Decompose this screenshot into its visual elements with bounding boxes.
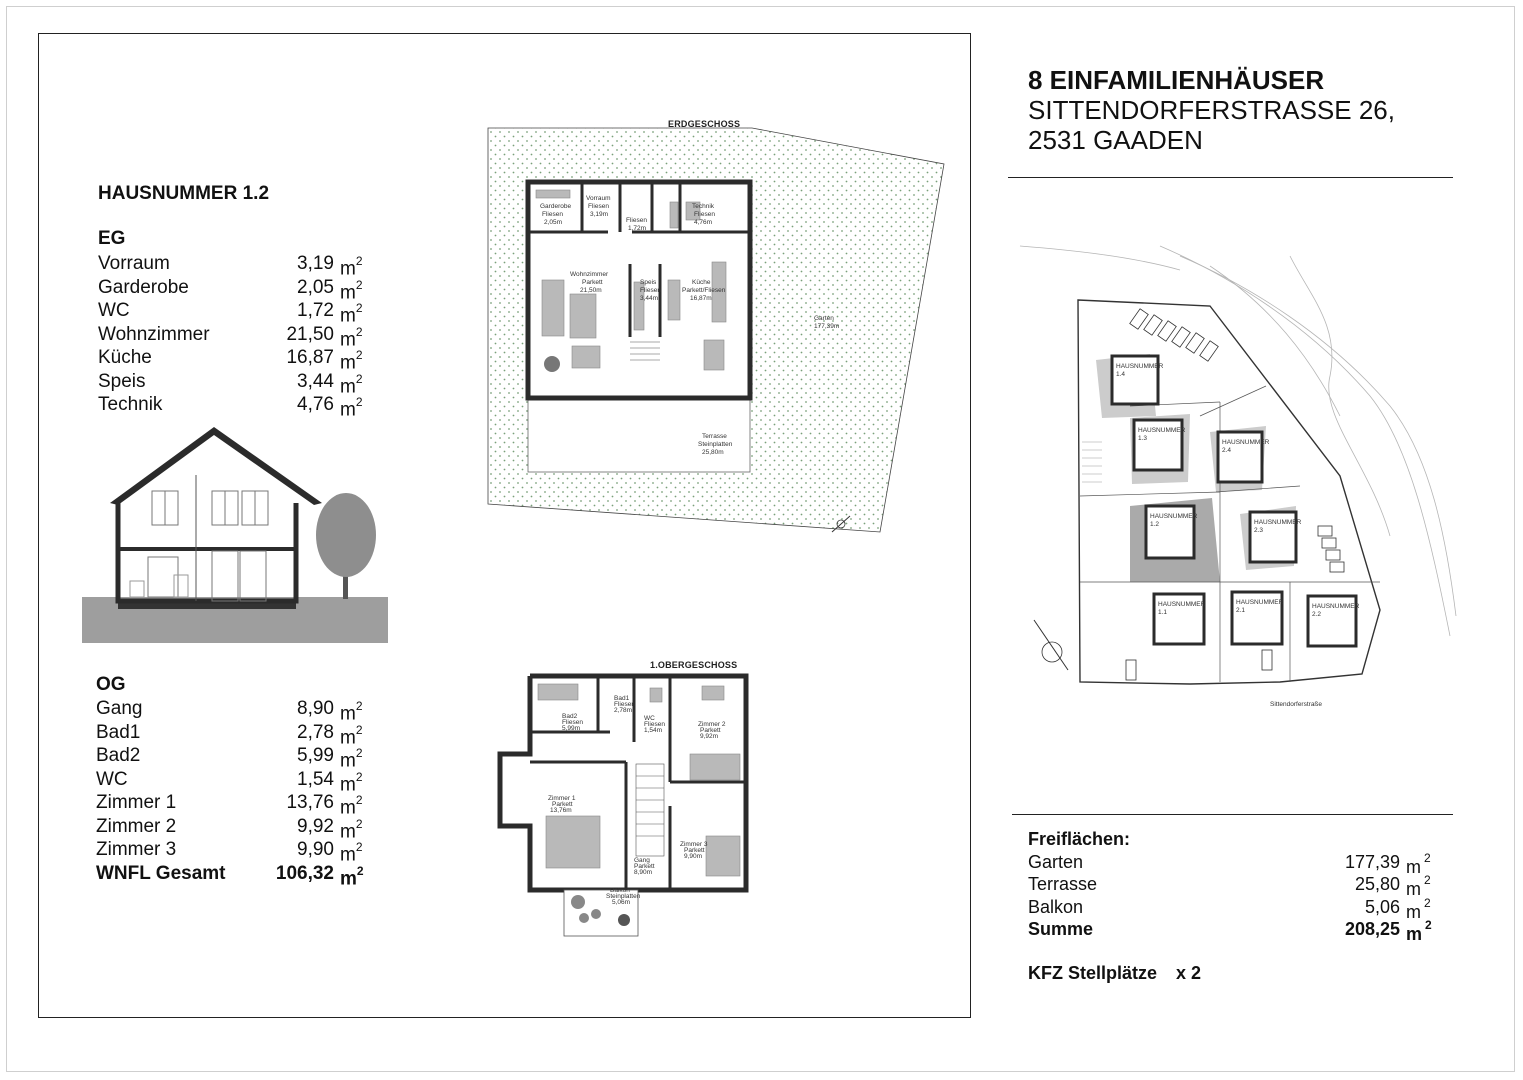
- label-zimmer2-sub: Parkett: [700, 727, 721, 734]
- area-unit: $m^2$: [340, 277, 363, 303]
- free-area-name: Terrasse: [1028, 874, 1098, 894]
- room-row: [98, 323, 372, 350]
- label-garderobe-sub: Fliesen: [542, 211, 563, 218]
- house-section-drawing: [78, 425, 390, 645]
- label-wc-sub: Fliesen: [644, 721, 665, 728]
- label-balkon: Balkon: [610, 887, 630, 894]
- room-name: Speis: [98, 370, 146, 392]
- area-unit: $m^2$: [340, 863, 364, 889]
- label-garderobe-area: 2,05m: [544, 219, 563, 226]
- room-name: Technik: [98, 394, 163, 415]
- windows-upper: [152, 491, 268, 525]
- area-unit: $m^2$: [340, 793, 363, 819]
- room-area: 9,92: [297, 815, 334, 837]
- label-technik-sub: Fliesen: [694, 211, 715, 218]
- og-heading: OG: [96, 674, 126, 695]
- plant-icon: [544, 356, 560, 372]
- parking-count: x 2: [1176, 963, 1202, 983]
- label-kueche-sub: Parkett/Fliesen: [682, 287, 726, 294]
- site-house-number: 2.4: [1222, 447, 1232, 454]
- eg-room-table: [98, 252, 372, 421]
- label-bad2: Bad2: [562, 713, 578, 720]
- label-vorraum: Vorraum: [586, 195, 611, 202]
- divider-bottom: [1012, 814, 1453, 815]
- label-wc: WC: [644, 715, 655, 722]
- room-name: WC: [98, 300, 130, 321]
- label-vorraum-sub: Fliesen: [588, 203, 609, 210]
- room-area: 13,76: [286, 792, 334, 813]
- site-house-number: 1.1: [1158, 609, 1168, 616]
- free-area-total-value: 208,25: [1344, 919, 1400, 939]
- label-balkon-sub: Steinplatten: [606, 893, 641, 900]
- site-house-label: HAUSNUMMER: [1158, 601, 1206, 608]
- room-area: 3,19: [297, 253, 334, 274]
- site-plan: [1010, 236, 1460, 736]
- site-house-label: HAUSNUMMER: [1116, 363, 1164, 370]
- site-house-label: HAUSNUMMER: [1312, 603, 1360, 610]
- room-area: 5,99: [297, 745, 334, 766]
- free-area-name: Garten: [1028, 851, 1084, 872]
- label-wohnzimmer-area: 21,50m: [580, 287, 602, 294]
- label-zimmer1-sub: Parkett: [552, 801, 573, 808]
- room-area: 1,54: [297, 768, 334, 790]
- label-gang: Gang: [634, 857, 650, 864]
- room-area: 21,50: [286, 323, 334, 345]
- area-unit: $m^2$: [340, 816, 363, 842]
- room-row: [98, 299, 372, 327]
- total-area: 106,32: [275, 862, 334, 884]
- area-unit: $m^2$: [340, 254, 363, 280]
- room-name: Wohnzimmer: [98, 323, 210, 345]
- free-area-value: 177,39: [1344, 851, 1400, 872]
- label-wohnzimmer-sub: Parkett: [582, 279, 603, 286]
- room-name: Garderobe: [98, 276, 189, 298]
- area-unit: m $^2$: [1406, 873, 1431, 899]
- room-row: [96, 791, 372, 819]
- label-zimmer3-sub: Parkett: [684, 847, 705, 854]
- windows-lower: [148, 551, 266, 601]
- label-garderobe: Garderobe: [540, 203, 572, 210]
- room-row: [96, 744, 372, 772]
- room-row: [96, 838, 372, 866]
- area-unit: m $^2$: [1406, 895, 1431, 922]
- project-title-line2: SITTENDORFERSTRASSE 26,: [1028, 95, 1395, 125]
- total-row: [96, 862, 372, 889]
- label-speis: Speis: [640, 279, 657, 286]
- area-unit: $m^2$: [340, 348, 363, 374]
- street-label: Sittendorferstraße: [1270, 701, 1323, 708]
- label-gang-area: 8,90m: [634, 869, 653, 876]
- label-garten: Garten: [814, 315, 834, 322]
- room-row: [96, 697, 372, 725]
- label-bad1: Bad1: [614, 695, 630, 702]
- room-area: 1,72: [297, 300, 334, 321]
- area-unit: m $^2$: [1406, 918, 1432, 944]
- room-name: Zimmer 2: [96, 815, 177, 837]
- label-terrasse-area: 25,80m: [702, 449, 724, 456]
- tree-icon: [316, 493, 376, 599]
- area-unit: $m^2$: [340, 722, 363, 748]
- site-house-label: HAUSNUMMER: [1236, 599, 1284, 606]
- area-unit: $m^2$: [340, 699, 363, 725]
- room-name: Küche: [98, 347, 152, 368]
- room-name: Vorraum: [98, 253, 170, 274]
- site-house-label: HAUSNUMMER: [1254, 519, 1302, 526]
- ground-floor-plan: [480, 112, 950, 542]
- free-areas-heading: Freiflächen:: [1028, 829, 1131, 849]
- north-arrow-icon: [1034, 620, 1068, 670]
- label-speis-area: 3,44m: [640, 295, 659, 302]
- label-zimmer1-area: 13,76m: [550, 807, 572, 814]
- room-name: Gang: [96, 698, 143, 719]
- label-wc-area: 1,72m: [628, 225, 647, 232]
- upper-floor-plan: [490, 656, 760, 946]
- room-name: Bad2: [96, 745, 141, 766]
- site-house-label: HAUSNUMMER: [1222, 439, 1270, 446]
- label-technik-area: 4,76m: [694, 219, 713, 226]
- room-area: 3,44: [297, 370, 334, 392]
- room-name: Zimmer 3: [96, 839, 177, 860]
- site-house-label: HAUSNUMMER: [1150, 513, 1198, 520]
- room-row: [98, 346, 372, 374]
- room-row: [98, 393, 372, 421]
- label-terrasse-sub: Steinplatten: [698, 441, 733, 448]
- area-unit: $m^2$: [340, 746, 363, 772]
- area-unit: $m^2$: [340, 769, 363, 795]
- label-zimmer2: Zimmer 2: [698, 721, 726, 728]
- label-bad2-sub: Fliesen: [562, 719, 583, 726]
- divider-top: [1008, 177, 1453, 178]
- room-area: 8,90: [297, 698, 334, 719]
- section-walls: [118, 503, 296, 601]
- site-house-number: 1.3: [1138, 435, 1148, 442]
- site-house-number: 1.4: [1116, 371, 1126, 378]
- area-unit: m $^2$: [1406, 850, 1431, 877]
- free-area-row: [1028, 895, 1431, 922]
- label-bad1-area: 2,78m: [614, 707, 633, 714]
- project-title-line1: 8 EINFAMILIENHÄUSER: [1028, 65, 1325, 95]
- project-title: [1028, 65, 1395, 155]
- label-zimmer3-area: 9,90m: [684, 853, 703, 860]
- room-row: [96, 815, 372, 842]
- room-area: 16,87: [286, 347, 334, 368]
- free-area-row: [1028, 873, 1431, 899]
- room-area: 2,05: [297, 276, 334, 298]
- area-unit: $m^2$: [340, 324, 363, 350]
- room-area: 2,78: [297, 721, 334, 743]
- free-area-total-name: Summe: [1028, 919, 1094, 939]
- label-gang-sub: Parkett: [634, 863, 655, 870]
- area-unit: $m^2$: [340, 371, 363, 397]
- area-unit: $m^2$: [340, 301, 363, 327]
- label-garten-area: 177,39m: [814, 323, 840, 330]
- free-area-name: Balkon: [1028, 896, 1084, 917]
- free-area-value: 5,06: [1364, 896, 1400, 917]
- area-unit: $m^2$: [340, 840, 363, 866]
- total-name: WNFL Gesamt: [96, 862, 226, 884]
- site-house-number: 1.2: [1150, 521, 1160, 528]
- label-zimmer3: Zimmer 3: [680, 841, 708, 848]
- free-area-total-row: [1028, 918, 1432, 944]
- parking-label: KFZ Stellplätze: [1028, 963, 1158, 983]
- label-speis-sub: Fliesen: [640, 287, 661, 294]
- free-areas-table: [1028, 828, 1432, 944]
- label-vorraum-area: 3,19m: [590, 211, 609, 218]
- site-house-number: 2.2: [1312, 611, 1322, 618]
- label-balkon-area: 5,06m: [612, 899, 631, 906]
- label-wc-area: 1,54m: [644, 727, 663, 734]
- room-name: Bad1: [96, 721, 141, 743]
- og-room-table: [96, 697, 372, 889]
- label-technik: Technik: [692, 203, 715, 210]
- room-row: [96, 768, 372, 795]
- free-area-value: 25,80: [1354, 874, 1400, 894]
- eg-heading: EG: [98, 228, 126, 249]
- label-wc-sub: Fliesen: [626, 217, 647, 224]
- label-bad2-area: 5,99m: [562, 725, 581, 732]
- label-wohnzimmer: Wohnzimmer: [570, 271, 609, 278]
- room-name: Zimmer 1: [96, 792, 177, 813]
- room-name: WC: [96, 768, 128, 790]
- foundation-slab: [118, 603, 296, 609]
- room-area: 4,76: [297, 394, 334, 415]
- room-row: [96, 721, 372, 748]
- site-house-number: 2.1: [1236, 607, 1246, 614]
- room-row: [98, 276, 372, 303]
- label-terrasse: Terrasse: [702, 433, 727, 440]
- area-unit: $m^2$: [340, 395, 363, 421]
- room-row: [98, 370, 372, 397]
- room-area: 9,90: [297, 839, 334, 860]
- ground-floor-label: ERDGESCHOSS: [668, 119, 741, 129]
- free-area-row: [1028, 850, 1431, 877]
- roof-outline: [110, 427, 322, 505]
- section-furniture: [130, 575, 188, 597]
- label-bad1-sub: Fliesen: [614, 701, 635, 708]
- upper-floor-label: 1.OBERGESCHOSS: [650, 660, 738, 670]
- site-house-label: HAUSNUMMER: [1138, 427, 1186, 434]
- project-title-line3: 2531 GAADEN: [1028, 125, 1203, 155]
- parking-info: [1028, 963, 1201, 984]
- label-zimmer2-area: 9,92m: [700, 733, 719, 740]
- house-number-title: HAUSNUMMER 1.2: [98, 183, 270, 204]
- site-house-number: 2.3: [1254, 527, 1264, 534]
- room-row: [98, 252, 372, 280]
- label-kueche-area: 16,87m: [690, 295, 712, 302]
- label-kueche: Küche: [692, 279, 711, 286]
- label-zimmer1: Zimmer 1: [548, 795, 576, 802]
